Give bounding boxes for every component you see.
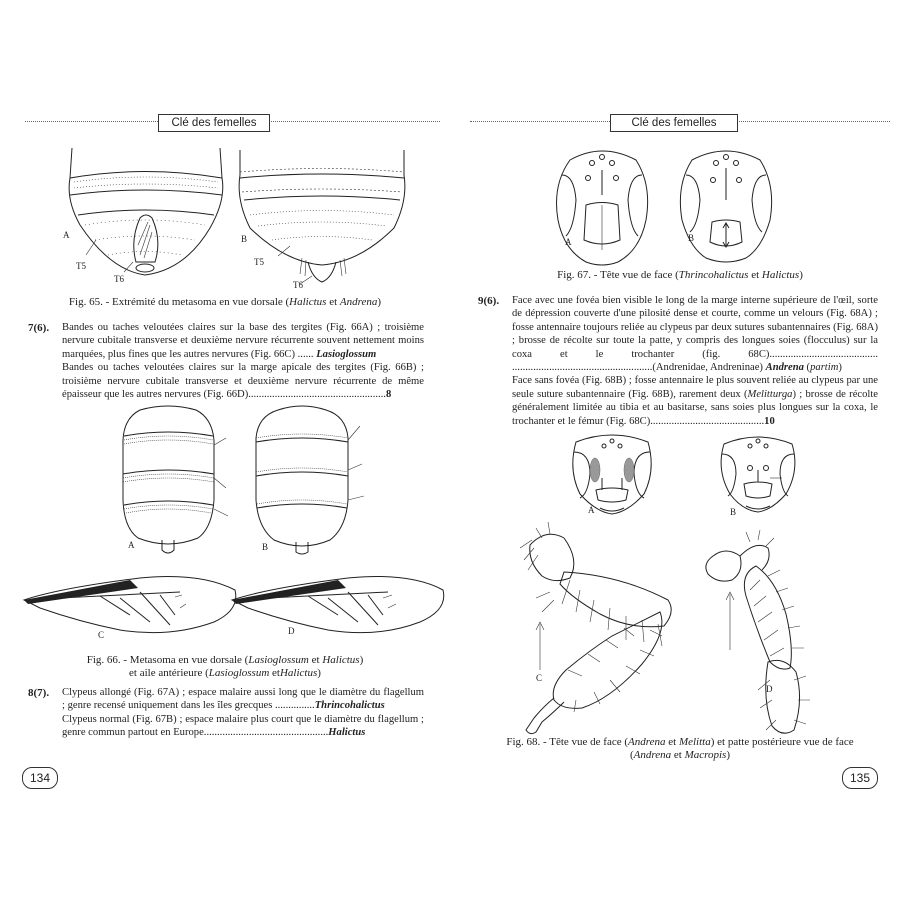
- caption-text: Fig. 67. - Tête vue de face (: [557, 269, 679, 281]
- couplet-7-number: 7(6).: [28, 322, 50, 334]
- page-number: 135: [842, 767, 878, 789]
- couplet-9-number: 9(6).: [478, 295, 500, 307]
- fig65-label-t6: T6: [114, 274, 124, 284]
- couplet-text: Clypeus allongé (Fig. 67A) ; espace malaire aussi long que le diamètre du flagellum ; genre recensé uniquement dans les îles grecques ...............: [62, 687, 424, 712]
- fig66-label-c: C: [98, 630, 105, 640]
- caption-text: ): [799, 269, 803, 281]
- page-number: 134: [22, 767, 58, 789]
- fig68-label-b: B: [730, 507, 737, 517]
- couplet-genus: Melitturga: [747, 388, 793, 400]
- caption-genus: Andrena: [628, 736, 666, 748]
- figure-66-caption: [40, 654, 410, 680]
- caption-text: et: [748, 269, 762, 281]
- caption-text: ): [377, 296, 382, 308]
- couplet-partim: partim: [810, 362, 839, 374]
- fig65-label-t5: T5: [76, 261, 86, 271]
- caption-text: et: [671, 749, 685, 761]
- fig66-label-d: D: [288, 626, 295, 636]
- figure-68-caption: [480, 736, 880, 762]
- caption-text: et aile antérieure (: [129, 667, 209, 679]
- fig68-label-a: A: [588, 505, 595, 515]
- couplet-8-lead-a: [62, 686, 424, 713]
- couplet-8: [62, 686, 424, 740]
- page-header: Clé des femelles: [610, 114, 738, 132]
- caption-genus: Andrena: [633, 749, 672, 761]
- caption-text: et: [269, 667, 280, 679]
- figure-68-legs-illustration: [450, 0, 900, 760]
- caption-genus: Halictus: [322, 654, 360, 666]
- fig66-label-b: B: [262, 542, 269, 552]
- caption-line: [40, 654, 410, 667]
- caption-genus: Halictus: [761, 269, 800, 281]
- right-page: [450, 0, 900, 900]
- caption-line: [480, 736, 880, 749]
- caption-text: ): [317, 667, 321, 679]
- caption-text: ) et patte postérieure vue de face: [710, 736, 854, 748]
- caption-genus: Macropis: [684, 749, 727, 761]
- caption-text: et: [665, 736, 679, 748]
- fig66-label-a: A: [128, 540, 135, 550]
- couplet-result: Andrena: [765, 362, 804, 374]
- fig68-label-c: C: [536, 673, 543, 683]
- caption-text: Fig. 65. - Extrémité du metasoma en vue dorsale (: [68, 296, 290, 308]
- fig67-label-a: A: [565, 237, 572, 247]
- caption-line: [480, 749, 880, 762]
- caption-genus: Halictus: [289, 296, 327, 308]
- couplet-text: Face avec une fovéa bien visible le long de la marge interne supérieure de l'œil, sorte de dépression couverte d'une pilosité dense et courte, comme un velours (Fig. 68A) ; fosse antennaire toujours reliée au clypeus par deux sutures subantennaires (Fig. 68A) ; brosse de récolte sur toute la patte, y compris des longues soies (flocculus) sur la coxa et le trochanter (fig. 68C).........................................: [512, 295, 878, 360]
- couplet-result: 8: [385, 389, 392, 401]
- couplet-9-lead-a: Face avec une fovéa bien visible le long de la marge interne supérieure de l'œil, sorte de dépression couverte d'une pilosité dense et courte, comme un velours (Fig. 68A) ; fosse antennaire toujours reliée au clypeus par deux sutures subantennaires (Fig. 68A) ; brosse de récolte sur toute la patte, y compris des longues soies (flocculus) sur la coxa et le trochanter (fig. 68C)......................................... .....................................................(Andrenidae, Andreninae) Andrena (partim): [512, 295, 878, 374]
- couplet-result: Thrincohalictus: [314, 700, 385, 712]
- couplet-result: Halictus: [328, 727, 366, 739]
- couplet-text: ) ; brosse de récolte généralement limitée au tibia et au basitarse, sans soies plus longues sur la coxa, le trochanter et le fémur (Fig. 68C)...........................................: [512, 388, 879, 427]
- caption-text: (: [629, 749, 634, 761]
- caption-genus: Andrena: [339, 296, 378, 308]
- fig65-label-t6-b: T6: [293, 280, 303, 290]
- fig65-label-b: B: [241, 234, 248, 244]
- caption-text: et: [326, 296, 340, 308]
- caption-text: ): [726, 749, 731, 761]
- fig67-label-b: B: [688, 233, 695, 243]
- couplet-text: Bandes ou taches veloutées claires sur la marge apicale des tergites (Fig. 66B) ; troisième nervure cubitale transverse et deuxième nervure récurrente de même épaisseur que les autres nervures (Fig. 66D)....................................................: [62, 362, 424, 401]
- couplet-8-lead-b: [62, 713, 424, 740]
- figure-66-wing-illustration: [0, 0, 450, 650]
- caption-genus: Melitta: [678, 736, 711, 748]
- caption-text: Fig. 66. - Metasoma en vue dorsale (: [86, 654, 249, 666]
- page-header: Clé des femelles: [158, 114, 270, 132]
- couplet-result: Lasioglossum: [316, 348, 377, 360]
- caption-genus: Lasioglossum: [208, 667, 270, 679]
- caption-genus: Lasioglossum: [248, 654, 309, 666]
- caption-text: et: [308, 654, 323, 666]
- couplet-result: 10: [764, 415, 775, 427]
- couplet-text: .....................................................(Andrenidae, Andreninae): [512, 362, 763, 374]
- couplet-8-number: 8(7).: [28, 687, 50, 699]
- fig65-label-a: A: [63, 230, 70, 240]
- caption-text: ): [359, 654, 364, 666]
- fig65-label-t5-b: T5: [254, 257, 264, 267]
- fig68-label-d: D: [766, 684, 773, 694]
- couplet-text: Face sans fovéa (Fig. 68B) ; fosse antennaire le plus souvent reliée au clypeus par une seule suture subantennaire (Fig. 68B), rarement deux (: [512, 375, 878, 400]
- caption-text: Fig. 68. - Tête vue de face (: [506, 736, 629, 748]
- couplet-text: Bandes ou taches veloutées claires sur la base des tergites (Fig. 66A) ; troisième nervure cubitale transverse et deuxième nervure récurrente souvent nettement moins marquées, plus fines que les autres nervures (Fig. 66C) ......: [62, 322, 424, 360]
- caption-genus: Halictus: [279, 667, 318, 679]
- couplet-text: Clypeus normal (Fig. 67B) ; espace malaire plus court que le diamètre du flagellum ; genre commun partout en Europe...............................................: [62, 713, 424, 739]
- caption-line: [40, 667, 410, 680]
- caption-genus: Thrincohalictus: [678, 269, 749, 281]
